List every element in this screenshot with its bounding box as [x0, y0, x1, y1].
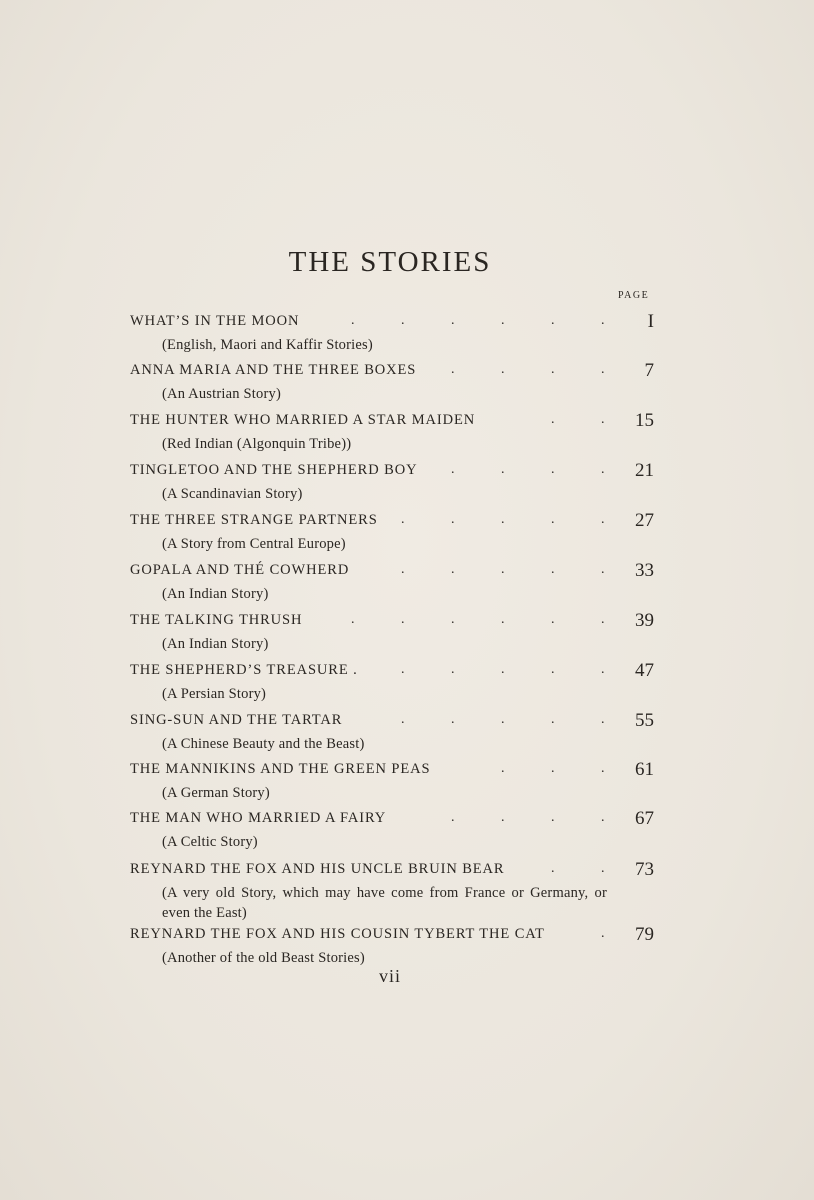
leader-dot: . [601, 462, 605, 477]
toc-leader-dots [130, 313, 605, 333]
leader-dot: . [401, 313, 405, 328]
leader-dot: . [501, 362, 505, 377]
leader-dot: . [501, 313, 505, 328]
toc-entry-title: REYNARD THE FOX AND HIS UNCLE BRUIN BEAR [130, 861, 505, 877]
toc-leader-dots [130, 562, 605, 582]
leader-dot: . [601, 512, 605, 527]
leader-dot: . [601, 562, 605, 577]
toc-entry-page-number: I [647, 311, 654, 332]
leader-dot: . [551, 612, 555, 627]
leader-dot: . [501, 810, 505, 825]
toc-entry-page-number: 39 [635, 610, 654, 631]
toc-entry-subtitle: (English, Maori and Kaffir Stories) [162, 337, 373, 353]
toc-entry-subtitle: (Another of the old Beast Stories) [162, 950, 365, 966]
toc-entry-page-number: 33 [635, 560, 654, 581]
toc-entry-subtitle: (An Indian Story) [162, 636, 269, 652]
toc-entry-page-number: 15 [635, 410, 654, 431]
toc-entry-page-number: 47 [635, 660, 654, 681]
toc-entry-title: THE THREE STRANGE PARTNERS [130, 512, 378, 528]
leader-dot: . [501, 462, 505, 477]
leader-dot: . [451, 712, 455, 727]
toc-entry-page-number: 7 [644, 360, 654, 381]
toc-entry-subtitle: (An Austrian Story) [162, 386, 281, 402]
toc-entry-title: GOPALA AND THÉ COWHERD [130, 562, 350, 578]
toc-entry-title: THE TALKING THRUSH [130, 612, 303, 628]
leader-dot: . [501, 612, 505, 627]
leader-dot: . [601, 662, 605, 677]
toc-entry-title: SING-SUN AND THE TARTAR [130, 712, 343, 728]
leader-dot: . [401, 562, 405, 577]
leader-dot: . [451, 462, 455, 477]
leader-dot: . [451, 662, 455, 677]
leader-dot: . [601, 712, 605, 727]
leader-dot: . [551, 662, 555, 677]
toc-entry-page-number: 21 [635, 460, 654, 481]
leader-dot: . [401, 712, 405, 727]
leader-dot: . [501, 562, 505, 577]
toc-leader-dots [130, 612, 605, 632]
toc-leader-dots [130, 761, 605, 781]
leader-dot: . [551, 761, 555, 776]
leader-dot: . [501, 662, 505, 677]
toc-entry-subtitle: (A German Story) [162, 785, 270, 801]
toc-entry-subtitle: (A Scandinavian Story) [162, 486, 303, 502]
toc-leader-dots [130, 362, 605, 382]
toc-entry-subtitle: (A Chinese Beauty and the Beast) [162, 736, 365, 752]
toc-leader-dots [130, 712, 605, 732]
toc-leader-dots [130, 861, 605, 881]
leader-dot: . [451, 512, 455, 527]
leader-dot: . [551, 512, 555, 527]
toc-entry-subtitle: (A Persian Story) [162, 686, 267, 702]
toc-entry-title: THE MANNIKINS AND THE GREEN PEAS [130, 761, 431, 777]
toc-entry-page-number: 73 [635, 859, 654, 880]
toc-entry-page-number: 61 [635, 759, 654, 780]
leader-dot: . [351, 313, 355, 328]
toc-leader-dots [130, 662, 605, 682]
toc-entry-subtitle: (A very old Story, which may have come from France or Germany, or even the East) [162, 885, 607, 921]
toc-entry-title: TINGLETOO AND THE SHEPHERD BOY [130, 462, 418, 478]
leader-dot: . [551, 861, 555, 876]
leader-dot: . [551, 412, 555, 427]
leader-dot: . [501, 761, 505, 776]
leader-dot: . [451, 362, 455, 377]
leader-dot: . [601, 761, 605, 776]
toc-entry-subtitle: (An Indian Story) [162, 586, 269, 602]
toc-leader-dots [130, 412, 605, 432]
leader-dot: . [601, 810, 605, 825]
leader-dot: . [451, 612, 455, 627]
leader-dot: . [351, 612, 355, 627]
leader-dot: . [551, 362, 555, 377]
leader-dot: . [551, 810, 555, 825]
toc-entry-title: THE SHEPHERD’S TREASURE . [130, 662, 358, 678]
leader-dot: . [401, 662, 405, 677]
page-title: THE STORIES [288, 246, 492, 278]
leader-dot: . [551, 462, 555, 477]
toc-entry-title: THE HUNTER WHO MARRIED A STAR MAIDEN [130, 412, 476, 428]
toc-entry-page-number: 27 [635, 510, 654, 531]
toc-entry-title: REYNARD THE FOX AND HIS COUSIN TYBERT THE CAT [130, 926, 545, 942]
leader-dot: . [451, 313, 455, 328]
toc-entry-title: WHAT’S IN THE MOON [130, 313, 300, 329]
toc-entry-title: ANNA MARIA AND THE THREE BOXES [130, 362, 417, 378]
leader-dot: . [451, 562, 455, 577]
folio-page-number: vii [378, 966, 401, 986]
leader-dot: . [551, 562, 555, 577]
toc-leader-dots [130, 926, 605, 946]
leader-dot: . [601, 612, 605, 627]
leader-dot: . [601, 926, 605, 941]
toc-leader-dots [130, 810, 605, 830]
leader-dot: . [551, 313, 555, 328]
leader-dot: . [401, 512, 405, 527]
leader-dot: . [401, 612, 405, 627]
toc-entry-title: THE MAN WHO MARRIED A FAIRY [130, 810, 387, 826]
leader-dot: . [601, 861, 605, 876]
leader-dot: . [501, 512, 505, 527]
toc-leader-dots [130, 512, 605, 532]
leader-dot: . [601, 313, 605, 328]
toc-entry-page-number: 79 [635, 924, 654, 945]
toc-entry-page-number: 67 [635, 808, 654, 829]
toc-entry-page-number: 55 [635, 710, 654, 731]
leader-dot: . [451, 810, 455, 825]
toc-entry-subtitle: (A Story from Central Europe) [162, 536, 346, 552]
leader-dot: . [501, 712, 505, 727]
toc-entry-subtitle: (Red Indian (Algonquin Tribe)) [162, 436, 352, 452]
leader-dot: . [551, 712, 555, 727]
toc-leader-dots [130, 462, 605, 482]
page-column-label: PAGE [618, 290, 650, 301]
toc-entry-subtitle: (A Celtic Story) [162, 834, 258, 850]
leader-dot: . [601, 362, 605, 377]
leader-dot: . [601, 412, 605, 427]
